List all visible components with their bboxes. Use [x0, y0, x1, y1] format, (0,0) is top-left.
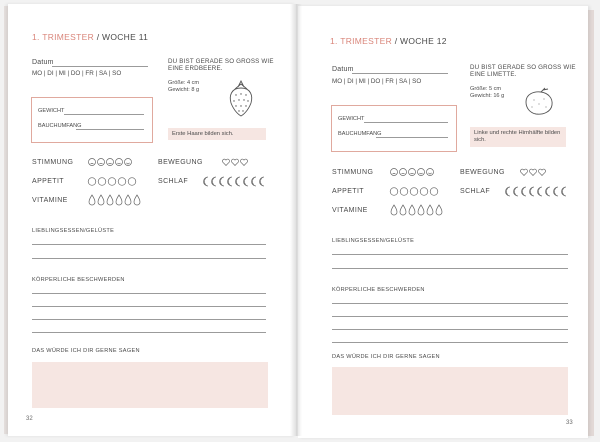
vitamin-drops-icon[interactable]	[88, 194, 152, 206]
weight-line[interactable]	[64, 114, 144, 115]
date-label: Datum	[332, 66, 354, 73]
favorite-food-heading: LIEBLINGSESSEN/GELÜSTE	[32, 228, 115, 234]
complaints-line-1[interactable]	[32, 293, 266, 294]
week-label: / WOCHE 11	[96, 32, 149, 42]
appetite-label: APPETIT	[332, 188, 364, 195]
message-box[interactable]	[332, 367, 568, 415]
message-heading: DAS WÜRDE ICH DIR GERNE SAGEN	[32, 348, 140, 354]
week-label: / WOCHE 12	[394, 36, 447, 46]
weight-label: GEWICHT	[38, 108, 65, 114]
food-line-2[interactable]	[32, 258, 266, 259]
movement-label: BEWEGUNG	[158, 159, 203, 166]
weight-label: GEWICHT	[338, 116, 365, 122]
fruit-size-value: Größe: 5 cm	[470, 86, 502, 92]
mood-label: STIMMUNG	[332, 169, 374, 176]
lime-icon	[522, 86, 556, 116]
fruit-weight-value: Gewicht: 8 g	[168, 87, 200, 93]
page-number: 32	[26, 416, 33, 422]
strawberry-icon	[226, 78, 256, 118]
complaints-line-3[interactable]	[32, 319, 266, 320]
mood-faces-icon[interactable]	[390, 168, 440, 178]
measurements-box	[31, 97, 153, 143]
sleep-label: SCHLAF	[460, 188, 491, 195]
page-title	[330, 36, 447, 46]
food-line-1[interactable]	[32, 244, 266, 245]
page-left	[8, 4, 296, 436]
heart-rating-icon[interactable]	[520, 168, 550, 177]
complaints-line-2[interactable]	[32, 306, 266, 307]
date-line[interactable]	[352, 73, 448, 74]
moon-rating-icon[interactable]	[506, 186, 572, 197]
favorite-food-heading: LIEBLINGSESSEN/GELÜSTE	[332, 238, 415, 244]
book-gutter	[290, 4, 302, 436]
sleep-label: SCHLAF	[158, 178, 189, 185]
movement-label: BEWEGUNG	[460, 169, 505, 176]
food-line-1[interactable]	[332, 254, 568, 255]
message-heading: DAS WÜRDE ICH DIR GERNE SAGEN	[332, 354, 440, 360]
appetite-label: APPETIT	[32, 178, 64, 185]
trimester-label: 1. TRIMESTER	[32, 32, 95, 42]
belly-line[interactable]	[376, 137, 448, 138]
date-line[interactable]	[52, 66, 148, 67]
trimester-label: 1. TRIMESTER	[330, 36, 393, 46]
weight-line[interactable]	[364, 122, 448, 123]
complaints-line-4[interactable]	[332, 342, 568, 343]
date-label: Datum	[32, 59, 54, 66]
fruit-size-value: Größe: 4 cm	[168, 80, 200, 86]
message-box[interactable]	[32, 362, 268, 408]
belly-line[interactable]	[76, 129, 144, 130]
milestone-note: Linke und rechte Hirnhälfte bilden sich.	[470, 127, 566, 147]
complaints-line-1[interactable]	[332, 303, 568, 304]
vitamins-label: VITAMINE	[32, 197, 68, 204]
vitamins-label: VITAMINE	[332, 207, 368, 214]
moon-rating-icon[interactable]	[204, 176, 270, 187]
complaints-heading: KÖRPERLICHE BESCHWERDEN	[332, 287, 425, 293]
weekday-selector[interactable]: MO | DI | MI | DO | FR | SA | SO	[32, 70, 122, 77]
belly-label: BAUCHUMFANG	[38, 123, 82, 129]
complaints-heading: KÖRPERLICHE BESCHWERDEN	[32, 277, 125, 283]
fruit-size-text: DU BIST GERADE SO GROSS WIE EINE ERDBEERE.	[168, 58, 274, 72]
heart-rating-icon[interactable]	[222, 158, 252, 167]
fruit-size-text: DU BIST GERADE SO GROSS WIE EINE LIMETTE.	[470, 64, 576, 78]
complaints-line-3[interactable]	[332, 329, 568, 330]
milestone-note: Erste Haare bilden sich.	[168, 128, 266, 140]
complaints-line-4[interactable]	[32, 332, 266, 333]
complaints-line-2[interactable]	[332, 316, 568, 317]
measurements-box	[331, 105, 457, 152]
mood-faces-icon[interactable]	[88, 158, 138, 168]
page-title	[32, 32, 148, 42]
mood-label: STIMMUNG	[32, 159, 74, 166]
appetite-circles-icon[interactable]	[390, 187, 442, 197]
page-number: 33	[566, 420, 573, 426]
page-edge-right	[588, 10, 594, 436]
appetite-circles-icon[interactable]	[88, 177, 140, 187]
food-line-2[interactable]	[332, 268, 568, 269]
weekday-selector[interactable]: MO | DI | MI | DO | FR | SA | SO	[332, 78, 422, 85]
vitamin-drops-icon[interactable]	[390, 204, 454, 216]
fruit-weight-value: Gewicht: 16 g	[470, 93, 505, 99]
page-right	[298, 6, 588, 438]
belly-label: BAUCHUMFANG	[338, 131, 382, 137]
